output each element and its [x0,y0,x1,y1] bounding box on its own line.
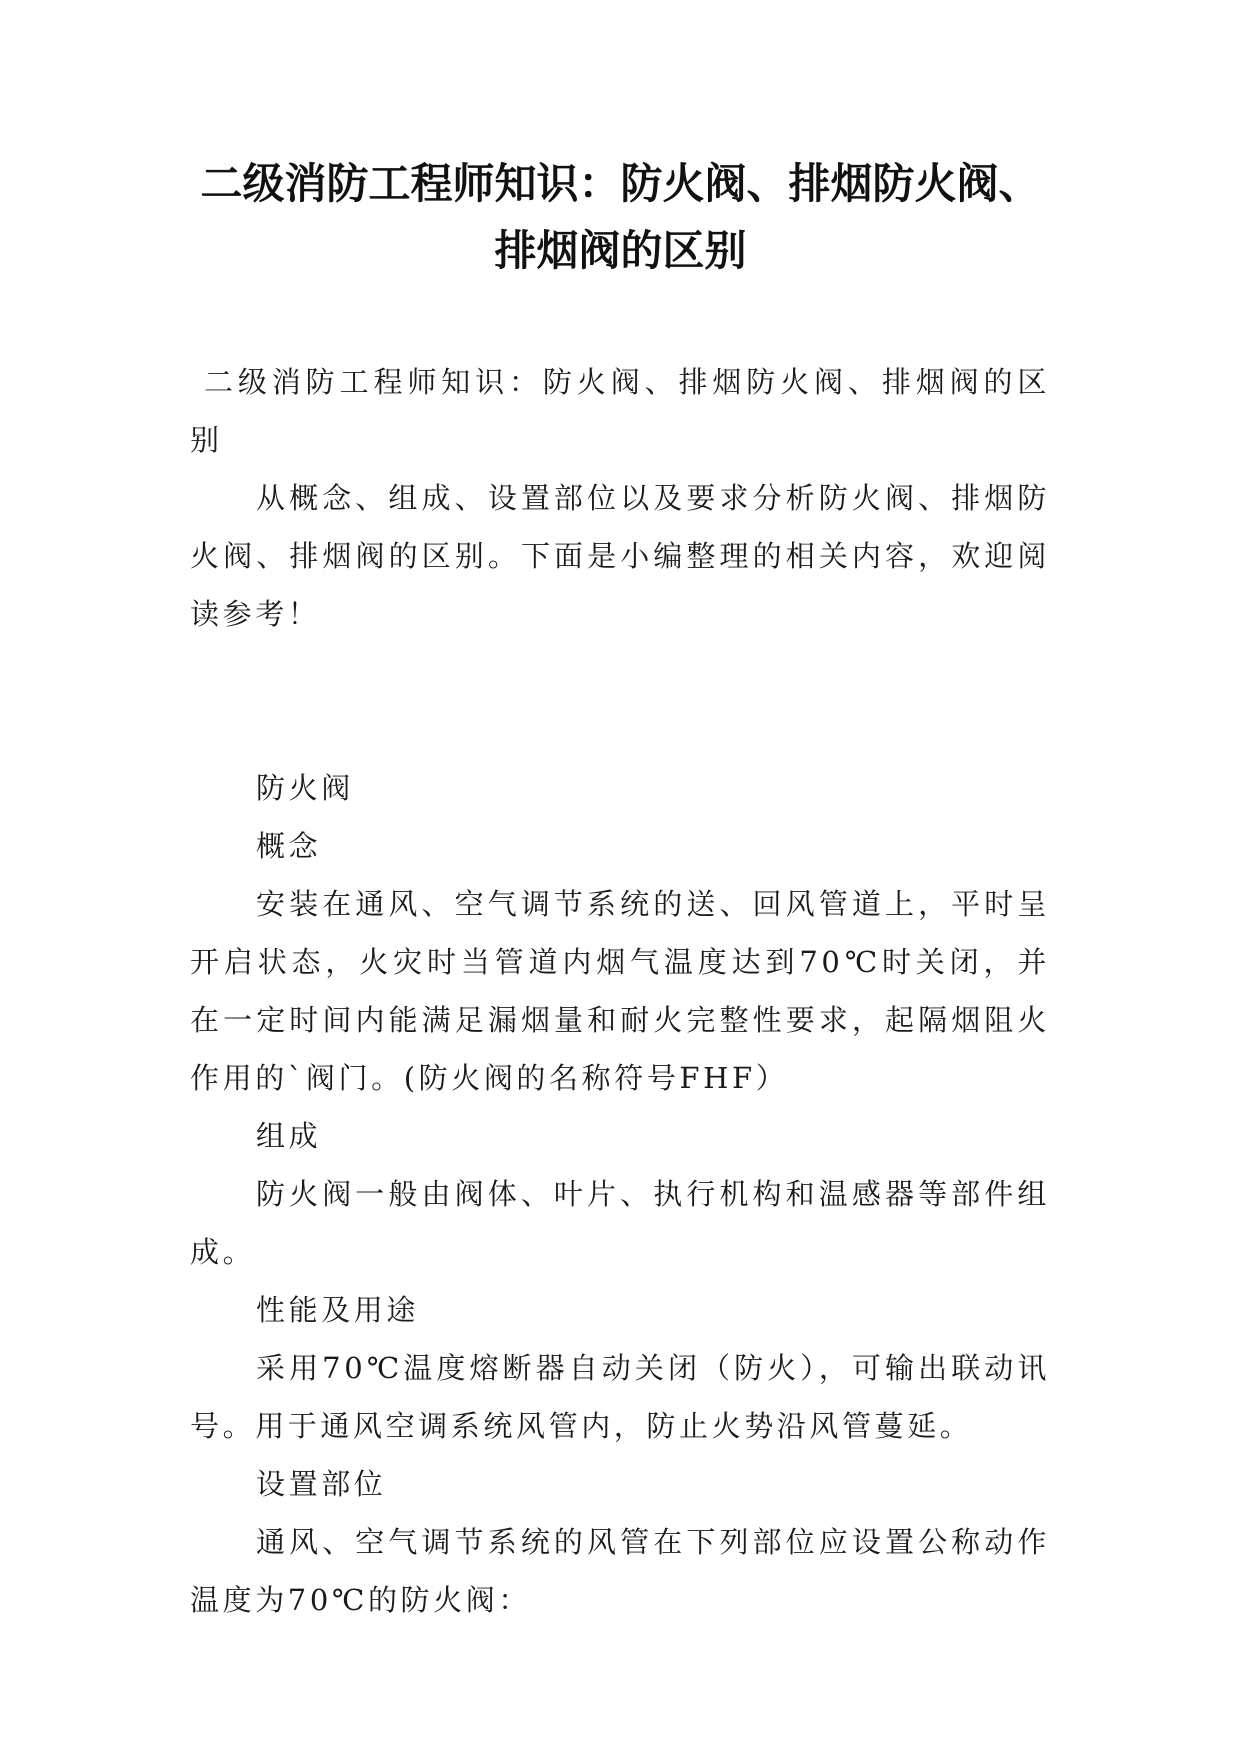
paragraph-concept: 安装在通风、空气调节系统的送、回风管道上，平时呈开启状态，火灾时当管道内烟气温度达到70℃时关闭，并在一定时间内能满足漏烟量和耐火完整性要求，起隔烟阻火作用的`阀门。(防火阀的名称符号FHF） [190,887,1050,1095]
title-line-1: 二级消防工程师知识：防火阀、排烟防火阀、 [200,159,1041,208]
paragraph-intro: 从概念、组成、设置部位以及要求分析防火阀、排烟防火阀、排烟阀的区别。下面是小编整理的相关内容，欢迎阅读参考！ [190,481,1050,631]
paragraph-location: 通风、空气调节系统的风管在下列部位应设置公称动作温度为70℃的防火阀： [190,1525,1050,1617]
document-body [190,353,1050,1629]
paragraph-performance: 采用70℃温度熔断器自动关闭（防火），可输出联动讯号。用于通风空调系统风管内，防止火势沿风管蔓延。 [190,1351,1050,1443]
heading-composition: 组成 [256,1119,322,1153]
heading-concept: 概念 [256,829,322,863]
heading-performance: 性能及用途 [256,1293,420,1327]
document-title [150,150,1091,284]
heading-fire-damper: 防火阀 [256,771,354,805]
heading-location: 设置部位 [256,1467,387,1501]
paragraph-subtitle: 二级消防工程师知识：防火阀、排烟防火阀、排烟阀的区别 [190,365,1050,457]
title-line-2: 排烟阀的区别 [494,226,747,275]
paragraph-composition: 防火阀一般由阀体、叶片、执行机构和温感器等部件组成。 [190,1177,1050,1269]
spacer [190,643,1050,759]
